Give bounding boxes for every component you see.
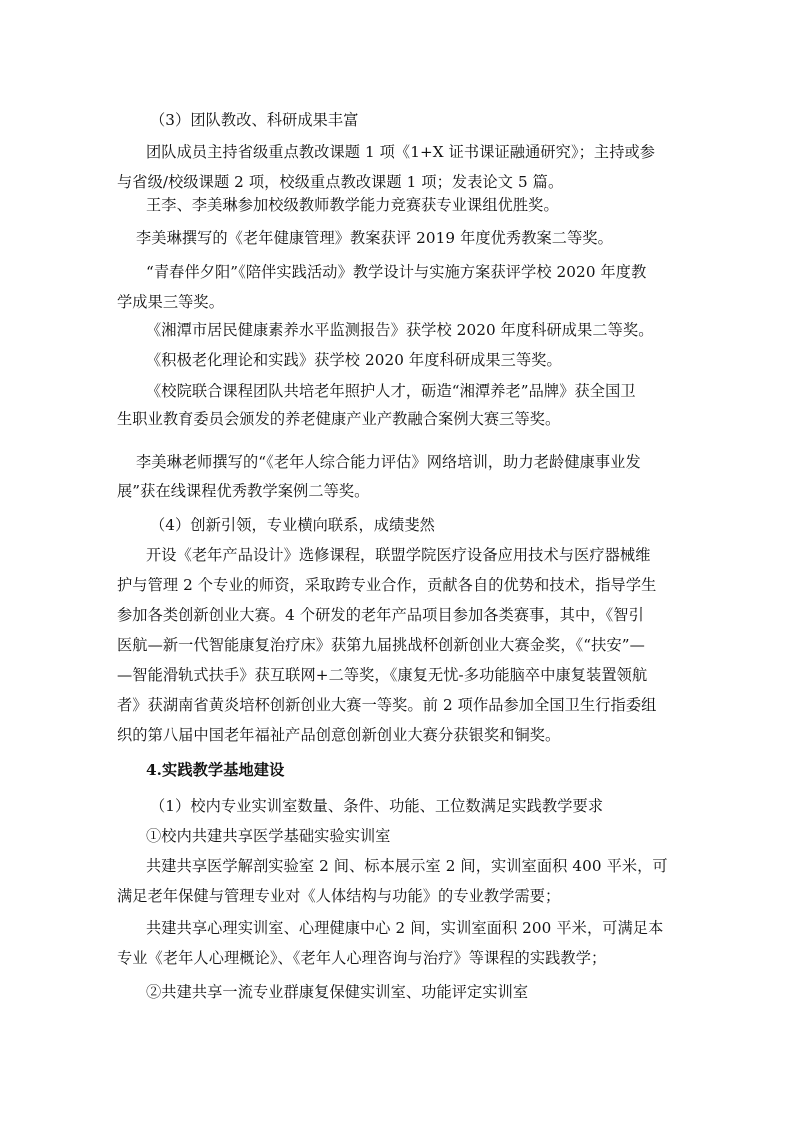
- paragraph-line: 共建共享医学解剖实验室 2 间、标本展示室 2 间，实训室面积 400 平米，可: [146, 857, 668, 875]
- paragraph-line: 李美琳撰写的《老年健康管理》教案获评 2019 年度优秀教案二等奖。: [136, 229, 613, 247]
- paragraph-line: 展”获在线课程优秀教学案例二等奖。: [117, 482, 370, 500]
- paragraph-line: —智能滑轨式扶手》获互联网+二等奖，《康复无忧-多功能脑卒中康复装置领航: [117, 666, 648, 684]
- paragraph-line: 医航—新一代智能康复治疗床》获第九届挑战杯创新创业大赛金奖，《“扶安”—: [117, 636, 645, 654]
- paragraph-line: 《湘潭市居民健康素养水平监测报告》获学校 2020 年度科研成果二等奖。: [146, 321, 654, 339]
- paragraph-line: 《校院联合课程团队共培老年照护人才，砺造“湘潭养老”品牌》获全国卫: [146, 382, 636, 400]
- heading-4-innovation: （4）创新引领，专业横向联系，成绩斐然: [150, 516, 435, 534]
- paragraph-line: 护与管理 2 个专业的师资，采取跨专业合作，贡献各自的优势和技术，指导学生: [117, 576, 657, 594]
- paragraph-line: 参加各类创新创业大赛。4 个研发的老年产品项目参加各类赛事，其中，《智引: [117, 606, 644, 624]
- paragraph-line: 开设《老年产品设计》选修课程，联盟学院医疗设备应用技术与医疗器械维: [146, 546, 651, 564]
- paragraph-line: 者》获湖南省黄炎培杯创新创业大赛一等奖。前 2 项作品参加全国卫生行指委组: [117, 696, 657, 714]
- paragraph-line: 生职业教育委员会颁发的养老健康产业产教融合案例大赛三等奖。: [117, 410, 561, 428]
- paragraph-line: 与省级/校级课题 2 项，校级重点教改课题 1 项；发表论文 5 篇。: [117, 173, 564, 191]
- subheading-rehab-lab: ②共建共享一流专业群康复保健实训室、功能评定实训室: [146, 983, 529, 1001]
- paragraph-line: 团队成员主持省级重点教改课题 1 项《1+X 证书课证融通研究》；主持或参: [146, 143, 656, 161]
- paragraph-line: 王李、李美琳参加校级教师教学能力竞赛获专业课组优胜奖。: [146, 196, 559, 214]
- paragraph-line: 共建共享心理实训室、心理健康中心 2 间，实训室面积 200 平米，可满足本: [146, 919, 664, 937]
- paragraph-line: 织的第八届中国老年福祉产品创意创新创业大赛分获银奖和铜奖。: [117, 726, 561, 744]
- paragraph-line: 满足老年保健与管理专业对《人体结构与功能》的专业教学需要；: [117, 887, 561, 905]
- heading-1-training-rooms: （1）校内专业实训室数量、条件、功能、工位数满足实践教学要求: [150, 797, 604, 815]
- paragraph-line: 《积极老化理论和实践》获学校 2020 年度科研成果三等奖。: [146, 351, 562, 369]
- subheading-medical-lab: ①校内共建共享医学基础实验实训室: [146, 827, 391, 845]
- paragraph-line: 学成果三等奖。: [117, 293, 225, 311]
- paragraph-line: “青春伴夕阳”《陪伴实践活动》教学设计与实施方案获评学校 2020 年度教: [146, 263, 647, 281]
- paragraph-line: 专业《老年人心理概论》、《老年人心理咨询与治疗》等课程的实践教学；: [117, 949, 607, 967]
- paragraph-line: 李美琳老师撰写的“《老年人综合能力评估》网络培训，助力老龄健康事业发: [136, 453, 641, 471]
- section-heading-practice-base: 4.实践教学基地建设: [146, 761, 285, 779]
- heading-3-teaching-research: （3）团队教改、科研成果丰富: [150, 111, 359, 129]
